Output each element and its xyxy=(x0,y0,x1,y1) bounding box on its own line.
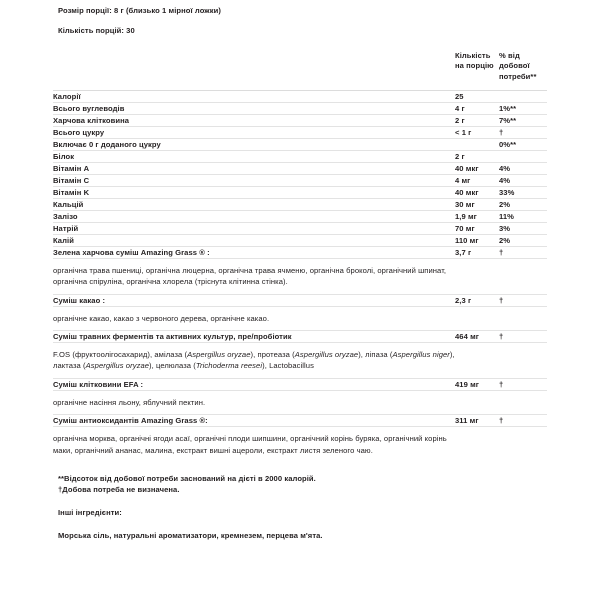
nutrient-name: Суміш травних ферментів та активних культур, пре/пробіотик xyxy=(53,331,455,343)
nutrient-daily-value: 2% xyxy=(499,198,547,210)
nutrient-daily-value: † xyxy=(499,294,547,306)
ingredient-row xyxy=(53,390,547,414)
nutrient-daily-value: † xyxy=(499,378,547,390)
nutrient-name: Суміш клітковини EFA : xyxy=(53,378,455,390)
nutrient-amount: 2 г xyxy=(455,114,499,126)
nutrient-daily-value: 4% xyxy=(499,174,547,186)
nutrient-amount: 70 мг xyxy=(455,222,499,234)
nutrient-daily-value: † xyxy=(499,415,547,427)
nutrient-daily-value xyxy=(499,258,547,294)
nutrient-name: Всього вуглеводів xyxy=(53,102,455,114)
nutrient-amount: 2 г xyxy=(455,150,499,162)
serving-size-line: Розмір порції: 8 г (близько 1 мірної ложки) xyxy=(58,6,221,15)
percent-daily-value-note: **Відсоток від добової потреби заснований на дієті в 2000 калорій. xyxy=(58,473,316,483)
nutrient-amount: 110 мг xyxy=(455,234,499,246)
nutrient-daily-value xyxy=(499,343,547,379)
nutrient-name: Суміш антиоксидантів Amazing Grass ®: xyxy=(53,415,455,427)
nutrient-amount xyxy=(455,138,499,150)
nutrient-daily-value xyxy=(499,90,547,102)
nutrient-daily-value: † xyxy=(499,246,547,258)
nutrition-table-body xyxy=(53,46,547,462)
table-row xyxy=(53,138,547,150)
header-percent-daily-value: % від добової потреби** xyxy=(499,50,537,82)
table-row xyxy=(53,126,547,138)
nutrient-amount: 2,3 г xyxy=(455,294,499,306)
nutrient-name: Включає 0 г доданого цукру xyxy=(53,138,455,150)
nutrient-name: Суміш какао : xyxy=(53,294,455,306)
ingredient-text: органічна морква, органічні ягоди асаї, органічні плоди шипшини, органічний корінь буряка, органічний корінь маки, органічний ананас, малина, екстракт вишні ацероли, екстракт листя зеленого чаю. xyxy=(53,427,455,462)
nutrient-daily-value: 3% xyxy=(499,222,547,234)
nutrition-facts-table xyxy=(53,46,547,462)
nutrient-daily-value xyxy=(499,150,547,162)
table-row xyxy=(53,234,547,246)
table-row xyxy=(53,222,547,234)
nutrient-amount: 1,9 мг xyxy=(455,210,499,222)
nutrient-amount: 311 мг xyxy=(455,415,499,427)
other-ingredients-label: Інші інгредієнти: xyxy=(58,507,122,517)
nutrient-amount xyxy=(455,390,499,414)
nutrient-amount: 4 мг xyxy=(455,174,499,186)
nutrient-amount: 40 мкг xyxy=(455,162,499,174)
table-row xyxy=(53,378,547,390)
nutrient-amount: 3,7 г xyxy=(455,246,499,258)
table-row xyxy=(53,294,547,306)
servings-per-container-line: Кількість порцій: 30 xyxy=(58,26,135,36)
header-nutrient-cell xyxy=(53,46,455,91)
nutrient-amount: 30 мг xyxy=(455,198,499,210)
nutrient-daily-value: 0%** xyxy=(499,138,547,150)
ingredient-text: органічна трава пшениці, органічна люцерна, органічна трава ячменю, органічна броколі, органічний шпинат, органічна спіруліна, органічна хлорела (тріснута клітинна стінка). xyxy=(53,258,455,294)
dagger-note: †Добова потреба не визначена. xyxy=(58,485,180,495)
nutrient-daily-value: 2% xyxy=(499,234,547,246)
nutrient-name: Харчова клітковина xyxy=(53,114,455,126)
table-row xyxy=(53,415,547,427)
serving-header xyxy=(0,0,600,37)
header-amount-per-serving: Кількість на порцію xyxy=(455,50,494,71)
nutrient-amount: 40 мкг xyxy=(455,186,499,198)
nutrient-name: Натрій xyxy=(53,222,455,234)
nutrient-daily-value: 33% xyxy=(499,186,547,198)
table-row xyxy=(53,198,547,210)
ingredient-text: органічне насіння льону, яблучний пектин. xyxy=(53,390,455,414)
nutrient-name: Калій xyxy=(53,234,455,246)
table-row xyxy=(53,102,547,114)
nutrient-amount xyxy=(455,258,499,294)
table-row xyxy=(53,114,547,126)
nutrient-amount xyxy=(455,306,499,330)
nutrient-daily-value: † xyxy=(499,126,547,138)
nutrient-amount: < 1 г xyxy=(455,126,499,138)
table-row xyxy=(53,162,547,174)
nutrient-amount: 419 мг xyxy=(455,378,499,390)
footnotes xyxy=(53,462,547,496)
ingredient-row xyxy=(53,343,547,379)
nutrient-name: Вітамін C xyxy=(53,174,455,186)
table-row xyxy=(53,174,547,186)
table-row xyxy=(53,150,547,162)
nutrient-amount xyxy=(455,427,499,462)
nutrient-daily-value: 1%** xyxy=(499,102,547,114)
table-row xyxy=(53,90,547,102)
ingredient-row xyxy=(53,427,547,462)
other-ingredients-text: Морська сіль, натуральні ароматизатори, кремнезем, перцева м'ята. xyxy=(58,530,323,540)
table-row xyxy=(53,246,547,258)
ingredient-row xyxy=(53,306,547,330)
nutrient-name: Всього цукру xyxy=(53,126,455,138)
nutrient-name: Зелена харчова суміш Amazing Grass ® : xyxy=(53,246,455,258)
table-row xyxy=(53,186,547,198)
nutrient-daily-value: 7%** xyxy=(499,114,547,126)
nutrient-name: Вітамін K xyxy=(53,186,455,198)
nutrient-daily-value xyxy=(499,390,547,414)
nutrient-amount: 25 xyxy=(455,90,499,102)
nutrient-amount: 464 мг xyxy=(455,331,499,343)
table-header-row xyxy=(53,46,547,91)
nutrient-name: Кальцій xyxy=(53,198,455,210)
nutrient-daily-value xyxy=(499,427,547,462)
nutrient-amount: 4 г xyxy=(455,102,499,114)
ingredient-row xyxy=(53,258,547,294)
nutrient-daily-value: † xyxy=(499,331,547,343)
nutrient-amount xyxy=(455,343,499,379)
nutrient-name: Калорії xyxy=(53,90,455,102)
ingredient-text: F.OS (фруктоолігосахарид), амілаза (Aspergillus oryzae), протеаза (Aspergillus oryzae), ліпаза (Aspergillus niger), лактаза (Aspergillus oryzae), целюлаза (Trichoderma reesei), Lactobacillus xyxy=(53,343,455,379)
nutrient-daily-value: 11% xyxy=(499,210,547,222)
nutrient-daily-value: 4% xyxy=(499,162,547,174)
nutrient-name: Вітамін A xyxy=(53,162,455,174)
ingredient-text: органічне какао, какао з червоного дерева, органічне какао. xyxy=(53,306,455,330)
table-row xyxy=(53,331,547,343)
nutrient-name: Білок xyxy=(53,150,455,162)
nutrient-daily-value xyxy=(499,306,547,330)
nutrient-name: Залізо xyxy=(53,210,455,222)
table-row xyxy=(53,210,547,222)
